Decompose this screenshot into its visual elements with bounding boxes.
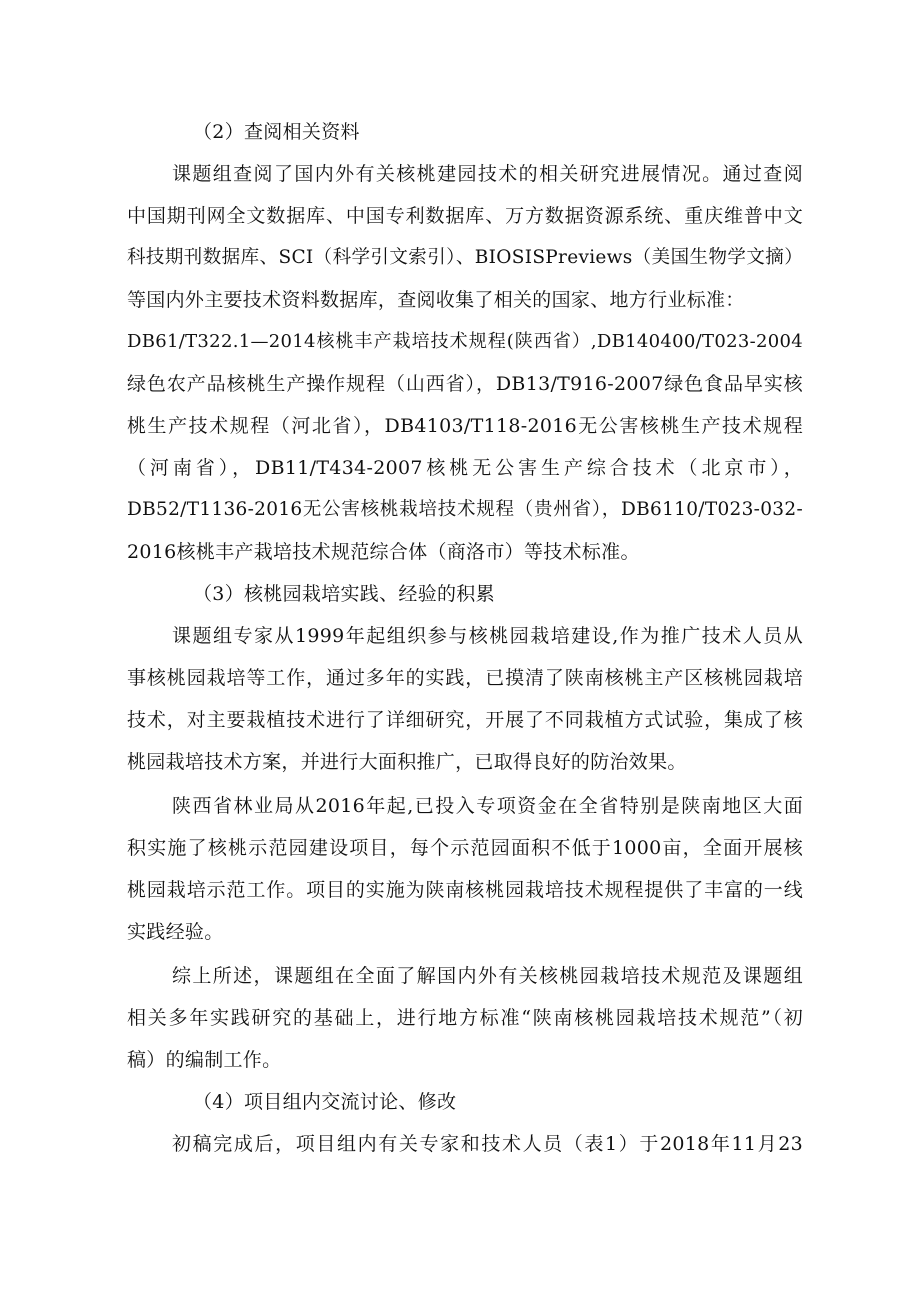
paragraph-line: 实践经验。 xyxy=(127,921,224,943)
paragraph-line: 桃园栽培示范工作。项目的实施为陕南核桃园栽培技术规程提供了丰富的一线 xyxy=(127,879,803,901)
paragraph-line: 桃园栽培技术方案，并进行大面积推广，已取得良好的防治效果。 xyxy=(127,751,687,773)
section-3-heading: （3）核桃园栽培实践、经验的积累 xyxy=(193,583,495,605)
paragraph-line: 事核桃园栽培等工作，通过多年的实践，已摸清了陕南核桃主产区核桃园栽培 xyxy=(127,667,803,689)
paragraph-line: 中国期刊网全文数据库、中国专利数据库、万方数据资源系统、重庆维普中文 xyxy=(127,205,803,227)
paragraph-line: 课题组专家从1999年起组织参与核桃园栽培建设,作为推广技术人员从 xyxy=(172,625,803,647)
paragraph-line: 桃生产技术规程（河北省），DB4103/T118-2016无公害核桃生产技术规程 xyxy=(127,415,803,437)
paragraph-line: 科技期刊数据库、SCI（科学引文索引）、BIOSISPreviews（美国生物学文摘） xyxy=(127,247,803,268)
paragraph-line: DB61/T322.1—2014核桃丰产栽培技术规程(陕西省）,DB140400/T023-2004 xyxy=(127,331,803,352)
paragraph-line: 相关多年实践研究的基础上，进行地方标准“陕南核桃园栽培技术规范”（初 xyxy=(127,1007,803,1029)
paragraph-line: 2016核桃丰产栽培技术规范综合体（商洛市）等技术标准。 xyxy=(127,541,640,563)
paragraph-line: 陕西省林业局从2016年起,已投入专项资金在全省特别是陕南地区大面 xyxy=(172,795,803,817)
paragraph-line: 稿）的编制工作。 xyxy=(127,1049,282,1071)
section-4-heading: （4）项目组内交流讨论、修改 xyxy=(193,1091,457,1113)
paragraph-line: 技术，对主要栽植技术进行了详细研究，开展了不同栽植方式试验，集成了核 xyxy=(127,709,803,731)
paragraph-line: （河南省），DB11/T434-2007核桃无公害生产综合技术（北京市）， xyxy=(127,457,803,479)
paragraph-line: 初稿完成后，项目组内有关专家和技术人员（表1）于2018年11月23 xyxy=(172,1133,803,1155)
paragraph-line: 课题组查阅了国内外有关核桃建园技术的相关研究进展情况。通过查阅 xyxy=(172,163,803,185)
paragraph-line: 综上所述，课题组在全面了解国内外有关核桃园栽培技术规范及课题组 xyxy=(172,965,803,987)
paragraph-line: 绿色农产品核桃生产操作规程（山西省），DB13/T916-2007绿色食品早实核 xyxy=(127,373,803,395)
section-2-heading: （2）查阅相关资料 xyxy=(193,121,360,143)
paragraph-line: 等国内外主要技术资料数据库，查阅收集了相关的国家、地方行业标准： xyxy=(127,289,745,311)
paragraph-line: DB52/T1136-2016无公害核桃栽培技术规程（贵州省），DB6110/T023-032- xyxy=(127,499,803,520)
paragraph-line: 积实施了核桃示范园建设项目，每个示范园面积不低于1000亩，全面开展核 xyxy=(127,837,803,859)
